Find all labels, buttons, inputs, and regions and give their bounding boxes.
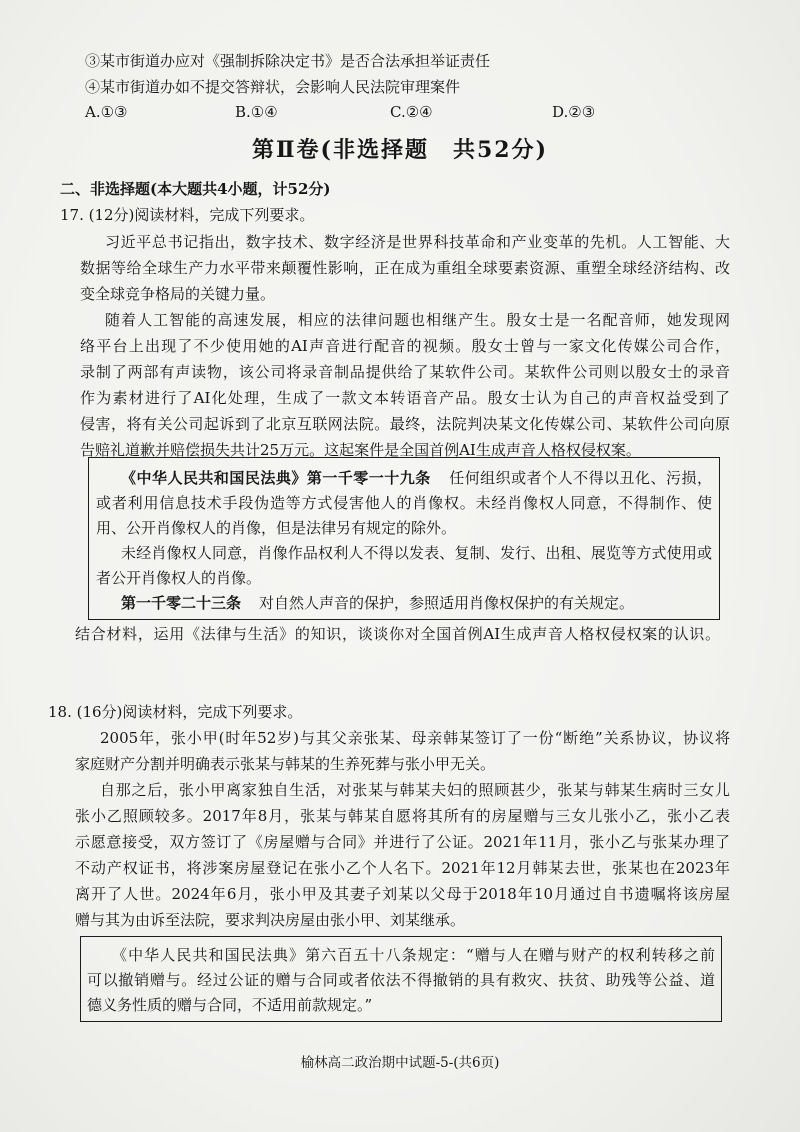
box-line: 未经肖像权人同意，肖像作品权利人不得以发表、复制、发行、出租、展览等方式使用或	[121, 544, 712, 562]
question-17-header: 17. (12分)阅读材料，完成下列要求。	[60, 206, 315, 224]
box-line: 或者利用信息技术手段伪造等方式侵害他人的肖像权。未经肖像权人同意，不得制作、使	[96, 494, 712, 512]
option-a: A.①③	[85, 103, 128, 121]
box-line: 《中华人民共和国民法典》第六百五十八条规定：“赠与人在赠与财产的权利转移之前	[112, 946, 715, 964]
paragraph-line: 告赔礼道歉并赔偿损失共计25万元。这起案件是全国首例AI生成声音人格权侵权案。	[80, 441, 641, 459]
civil-code-excerpt-box	[88, 457, 720, 620]
paragraph-line: 随着人工智能的高速发展，相应的法律问题也相继产生。殷女士是一名配音师，她发现网	[105, 311, 730, 329]
paragraph-line: 自那之后，张小甲离家独自生活，对张某与韩某夫妇的照顾甚少，张某与韩某生病时三女儿	[100, 781, 730, 799]
option-b: B.①④	[235, 103, 278, 121]
material-paragraph-1	[75, 725, 730, 777]
article-1023-line	[96, 591, 712, 616]
paragraph-line: 变全球竞争格局的关键力量。	[80, 285, 276, 303]
answer-options	[85, 100, 725, 126]
statement-3: ③某市街道办应对《强制拆除决定书》是否合法承担举证责任	[85, 52, 491, 70]
article-1019-first-line	[96, 466, 712, 491]
paragraph-line: 示愿意接受，双方签订了《房屋赠与合同》并进行了公证。2021年11月，张小乙与张某办理了	[75, 833, 730, 851]
question-16-tail	[85, 49, 725, 126]
box-line: 者公开肖像权人的肖像。	[96, 569, 262, 587]
paragraph-line: 不动产权证书，将涉案房屋登记在张小乙个人名下。2021年12月韩某去世，张某也在2023年	[75, 859, 730, 877]
paragraph-line: 离开了人世。2024年6月，张小甲及其妻子刘某以父母于2018年10月通过自书遗嘱将该房屋	[75, 885, 730, 903]
material-paragraph-2	[75, 777, 730, 933]
paragraph-line: 2005年，张小甲(时年52岁)与其父亲张某、母亲韩某签订了一份“断绝”关系协议，协议将	[100, 729, 730, 747]
statement-4: ④某市街道办如不提交答辩状，会影响人民法院审理案件	[85, 77, 461, 96]
page-footer: 榆林高二政治期中试题-5-(共6页)	[300, 1055, 500, 1071]
paragraph-line: 络平台上出现了不少使用她的AI声音进行配音的视频。殷女士曾与一家文化传媒公司合作，	[80, 337, 730, 355]
box-line: 可以撤销赠与。经过公证的赠与合同或者依法不得撤销的具有救灾、扶贫、助残等公益、道	[87, 971, 715, 989]
paragraph-line: 张小乙照顾较多。2017年8月，张某与韩某自愿将其所有的房屋赠与三女儿张小乙，张小乙表	[75, 807, 730, 825]
option-c: C.②④	[390, 103, 433, 121]
article-1019-heading: 《中华人民共和国民法典》第一千零一十九条	[121, 469, 431, 487]
box-line: 用、公开肖像权人的肖像，但是法律另有规定的除外。	[96, 519, 457, 537]
civil-code-658-box	[80, 936, 722, 1022]
article-1023-heading: 第一千零二十三条	[121, 594, 242, 612]
paragraph-line: 侵害，将有关公司起诉到了北京互联网法院。最终，法院判决某文化传媒公司、某软件公司向原	[80, 415, 730, 433]
paragraph-line: 家庭财产分割并明确表示张某与韩某的生养死葬与张小甲无关。	[75, 755, 496, 773]
question-18-header: 18. (16分)阅读材料，完成下列要求。	[48, 703, 303, 721]
question-17-material	[80, 229, 730, 463]
option-d: D.②③	[552, 103, 596, 121]
article-1019-text: 任何组织或者个人不得以丑化、污损，	[448, 469, 712, 487]
material-paragraph-1	[80, 229, 730, 307]
section-heading: 二、非选择题(本大题共4小题，计52分)	[60, 180, 331, 198]
part-2-title: 第Ⅱ卷(非选择题 共52分)	[252, 137, 548, 163]
paragraph-line: 赠与其为由诉至法院，要求判决房屋由张小甲、刘某继承。	[75, 911, 466, 929]
material-paragraph-2	[80, 307, 730, 463]
paragraph-line: 作为素材进行了AI化处理，生成了一款文本转语音产品。殷女士认为自己的声音权益受到了	[80, 389, 730, 407]
paragraph-line: 录制了两部有声读物，该公司将录音制品提供给了某软件公司。某软件公司则以殷女士的录音	[80, 363, 730, 381]
question-18-material	[75, 725, 730, 933]
article-1023-text: 对自然人声音的保护，参照适用肖像权保护的有关规定。	[259, 594, 635, 612]
box-line: 德义务性质的赠与合同，不适用前款规定。”	[87, 996, 373, 1014]
paragraph-line: 习近平总书记指出，数字技术、数字经济是世界科技革命和产业变革的先机。人工智能、大	[105, 233, 730, 251]
question-17-prompt: 结合材料，运用《法律与生活》的知识，谈谈你对全国首例AI生成声音人格权侵权案的认识。	[75, 625, 720, 643]
paragraph-line: 数据等给全球生产力水平带来颠覆性影响，正在成为重组全球要素资源、重塑全球经济结构、改	[80, 259, 730, 277]
